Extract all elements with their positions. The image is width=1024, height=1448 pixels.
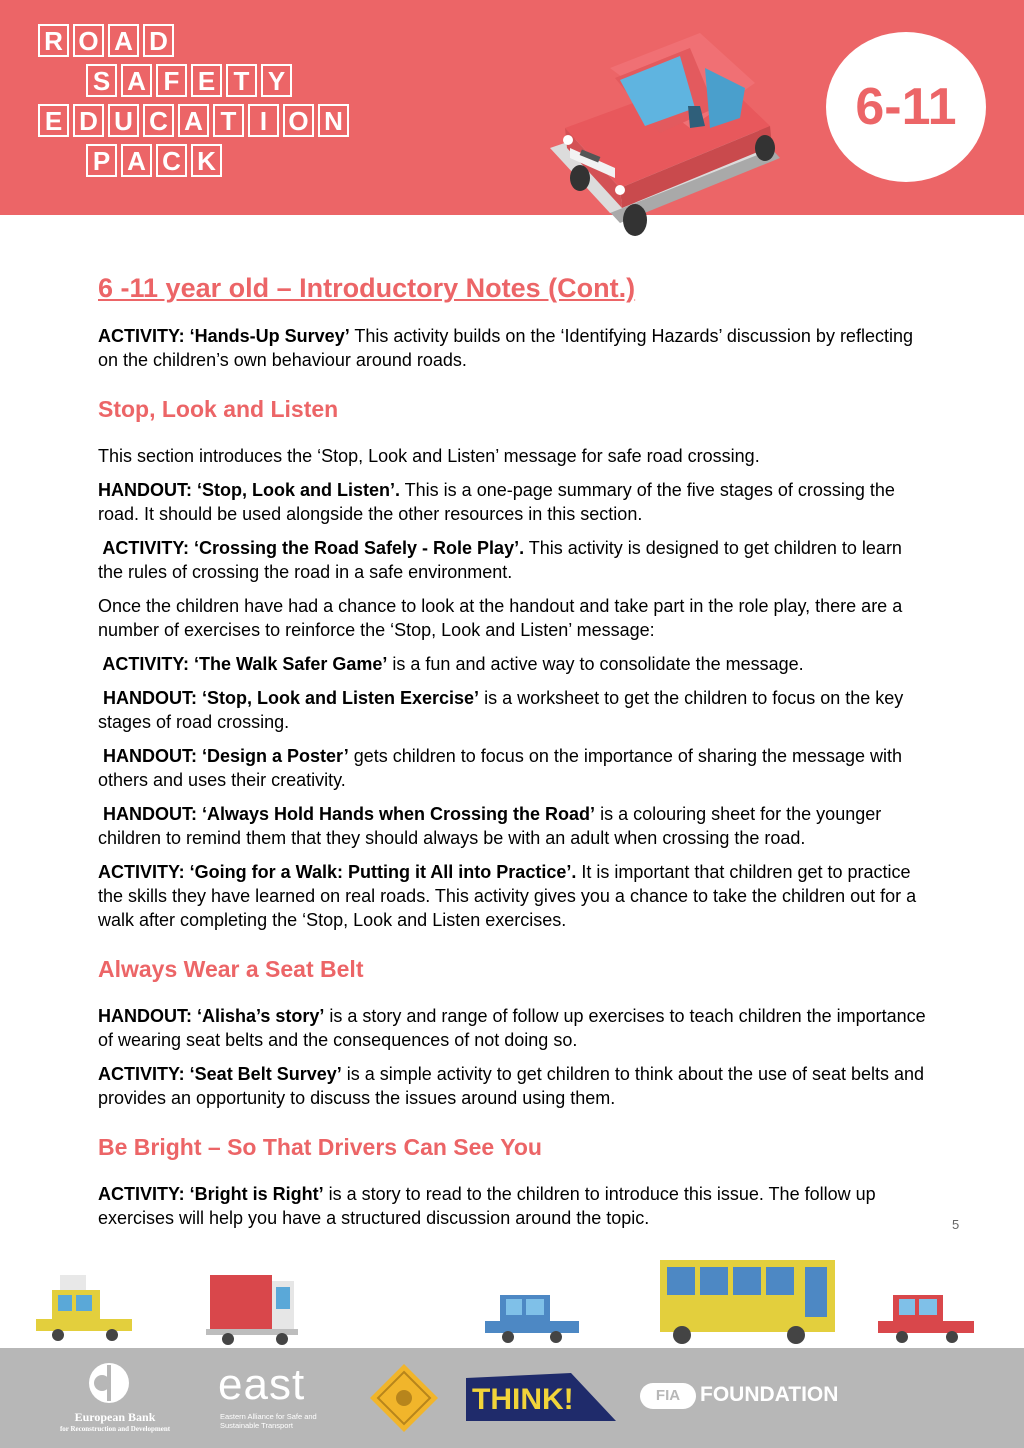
logo-letter-tile: O [283, 104, 314, 137]
logo-letter-tile: D [143, 24, 174, 57]
activity-label: ACTIVITY: ‘The Walk Safer Game’ [98, 654, 388, 674]
logo-letter-tile: U [108, 104, 139, 137]
logo-letter-tile: T [213, 104, 244, 137]
page-number: 5 [952, 1217, 960, 1232]
yellow-taxi-icon [36, 1275, 132, 1341]
red-truck-icon [206, 1275, 298, 1345]
header-banner [0, 0, 1024, 215]
activity-text: is a fun and active way to consolidate the message. [387, 654, 804, 674]
handout-label: HANDOUT: ‘Stop, Look and Listen’. [98, 480, 400, 500]
east-logo-subtitle: Eastern Alliance for Safe and Sustainable Transport [220, 1412, 317, 1430]
red-car-illustration [540, 8, 810, 240]
svg-text:THINK!: THINK! [472, 1383, 574, 1416]
stop-paragraph-9 [98, 860, 928, 932]
main-content [98, 266, 928, 1230]
stop-paragraph-7 [98, 744, 928, 792]
logo-row [86, 144, 226, 180]
logo-row [38, 24, 178, 60]
logo-letter-tile: R [38, 24, 69, 57]
handout-text: gets children to focus on the importance of sharing the message with others and uses their creativity. [98, 746, 903, 790]
handout-text: is a worksheet to get the children to focus on the key stages of road crossing. [98, 688, 904, 732]
stop-paragraph-6 [98, 686, 928, 734]
intro-paragraph [98, 324, 928, 372]
ebrd-logo-icon [86, 1360, 132, 1406]
handout-label: HANDOUT: ‘Design a Poster’ [98, 746, 349, 766]
stop-paragraph-5 [98, 652, 928, 676]
stop-paragraph-2 [98, 478, 928, 526]
ebrd-logo-text: European Bank for Reconstruction and Development [59, 1410, 171, 1433]
logo-letter-tile: C [143, 104, 174, 137]
activity-label: ACTIVITY: ‘Seat Belt Survey’ [98, 1064, 342, 1084]
logo-letter-tile: O [73, 24, 104, 57]
seatbelt-paragraph-2 [98, 1062, 928, 1110]
logo-letter-tile: Y [261, 64, 292, 97]
handout-label: HANDOUT: ‘Alisha’s story’ [98, 1006, 325, 1026]
handout-label: HANDOUT: ‘Always Hold Hands when Crossing the Road’ [98, 804, 596, 824]
logo-letter-tile: K [191, 144, 222, 177]
think-logo [466, 1373, 616, 1423]
red-car-icon [878, 1295, 974, 1343]
activity-text: is a story to read to the children to introduce this issue. The follow up exercises will help you have a structured discussion around the topic. [98, 1184, 876, 1228]
activity-label: ACTIVITY: ‘Going for a Walk: Putting it All into Practice’. [98, 862, 577, 882]
handout-text: is a story and range of follow up exercises to teach children the importance of wearing seat belts and the consequences of not doing so. [98, 1006, 926, 1050]
vehicles-illustration [0, 1255, 1024, 1350]
logo-letter-tile: T [226, 64, 257, 97]
blue-car-icon [485, 1295, 579, 1343]
logo-letter-tile: C [156, 144, 187, 177]
seatbelt-paragraph-1 [98, 1004, 928, 1052]
section-heading-seat-belt: Always Wear a Seat Belt [98, 956, 364, 982]
activity-text: It is important that children get to practice the skills they have learned on real roads. This activity gives you a chance to take the children out for a walk after completing the ‘Stop, Look and Listen exercises. [98, 862, 917, 930]
fia-foundation-text: FOUNDATION [700, 1383, 839, 1406]
logo-letter-tile: S [86, 64, 117, 97]
intro-text: This activity builds on the ‘Identifying Hazards’ discussion by reflecting on the children’s own behaviour around roads. [98, 326, 913, 370]
handout-text: is a colouring sheet for the younger children to remind them that they should always be with an adult when crossing the road. [98, 804, 882, 848]
stop-paragraph-3 [98, 536, 928, 584]
fia-logo-mark: FIA [640, 1383, 696, 1409]
activity-text: This activity is designed to get children to learn the rules of crossing the road in a safe environment. [98, 538, 902, 582]
logo-letter-tile: F [156, 64, 187, 97]
intro-activity-label: ACTIVITY: ‘Hands-Up Survey’ [98, 326, 350, 346]
stop-paragraph-8 [98, 802, 928, 850]
logo-letter-tile: A [108, 24, 139, 57]
logo-letter-tile: E [38, 104, 69, 137]
decade-of-action-badge-icon [368, 1362, 440, 1434]
stop-paragraph-4: Once the children have had a chance to look at the handout and take part in the role play, there are a number of exercises to reinforce the ‘Stop, Look and Listen’ message: [98, 596, 903, 640]
age-range-badge: 6-11 [826, 32, 986, 182]
logo-letter-tile: P [86, 144, 117, 177]
stop-paragraph-1: This section introduces the ‘Stop, Look and Listen’ message for safe road crossing. [98, 446, 760, 466]
logo-letter-tile: A [121, 64, 152, 97]
bright-paragraph-1 [98, 1182, 928, 1230]
section-heading-stop-look-listen: Stop, Look and Listen [98, 396, 339, 422]
activity-text: is a simple activity to get children to think about the use of seat belts and provides an opportunity to discuss the issues around using them. [98, 1064, 925, 1108]
logo-letter-tile: D [73, 104, 104, 137]
logo-letter-tile: A [121, 144, 152, 177]
section-heading-be-bright: Be Bright – So That Drivers Can See You [98, 1134, 542, 1160]
logo-letter-tile: N [318, 104, 349, 137]
activity-label: ACTIVITY: ‘Bright is Right’ [98, 1184, 324, 1204]
logo-row [86, 64, 296, 100]
handout-text: This is a one-page summary of the five stages of crossing the road. It should be used alongside the other resources in this section. [98, 480, 895, 524]
activity-label: ACTIVITY: ‘Crossing the Road Safely - Role Play’. [98, 538, 525, 558]
logo-letter-tile: I [248, 104, 279, 137]
yellow-bus-icon [660, 1260, 835, 1344]
logo-letter-tile: E [191, 64, 222, 97]
page-title: 6 -11 year old – Introductory Notes (Cont.) [98, 273, 636, 303]
logo-row [38, 104, 353, 140]
handout-label: HANDOUT: ‘Stop, Look and Listen Exercise’ [98, 688, 480, 708]
logo-letter-tile: A [178, 104, 209, 137]
east-logo: east [218, 1360, 306, 1409]
